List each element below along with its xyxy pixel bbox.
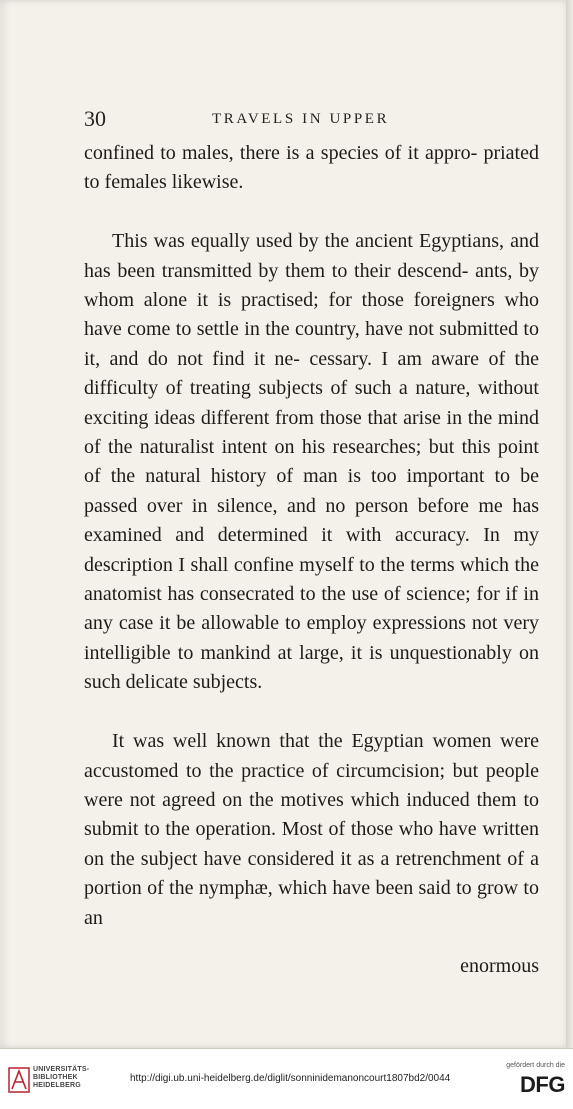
institution-line: HEIDELBERG xyxy=(33,1082,81,1089)
page-edge-shadow xyxy=(566,0,573,1048)
university-heidelberg-seal-icon xyxy=(8,1067,30,1093)
digitization-footer xyxy=(0,1048,573,1109)
dfg-logo: DFG xyxy=(520,1072,565,1097)
funder-caption: gefördert durch die xyxy=(506,1062,565,1069)
institution-line: BIBLIOTHEK xyxy=(33,1074,78,1081)
running-title: TRAVELS IN UPPER xyxy=(212,111,390,127)
paragraph-2: This was equally used by the ancient Egyptians, and has been transmitted by them to their descend- ants, by whom alone it is practised; for those foreigners who have come to settle in the country, have not submitted to it, and do not find it ne- cessary. I am aware of the difficulty of treating subjects of such a nature, without exciting ideas different from those that arise in the mind of the naturalist intent on his researches; but this point of the natural history of man is too important to be passed over in silence, and no person before me has examined and determined it with accuracy. In my description I shall confine myself to the terms which the anatomist has consecrated to the use of science; for if in any case it be allowable to employ expressions not very intelligible to mankind at large, it is unquestionably on such delicate subjects. xyxy=(84,230,539,694)
institution-line: UNIVERSITÄTS- xyxy=(33,1066,90,1073)
body-text xyxy=(84,139,539,933)
paragraph-3: It was well known that the Egyptian women were accustomed to the practice of circumcision; but people were not agreed on the motives which induced them to submit to the operation. Most of those who have written on the subject have considered it as a retrenchment of a portion of the nymphæ, which have been said to grow to an xyxy=(84,730,539,929)
catchword: enormous xyxy=(460,955,539,977)
permalink-url[interactable]: http://digi.ub.uni-heidelberg.de/diglit/sonninidemanoncourt1807bd2/0044 xyxy=(130,1073,451,1084)
running-head xyxy=(84,106,539,132)
page-number: 30 xyxy=(84,106,106,131)
paragraph-1: confined to males, there is a species of it appro- priated to females likewise. xyxy=(84,142,539,194)
institution-name xyxy=(33,1066,89,1090)
